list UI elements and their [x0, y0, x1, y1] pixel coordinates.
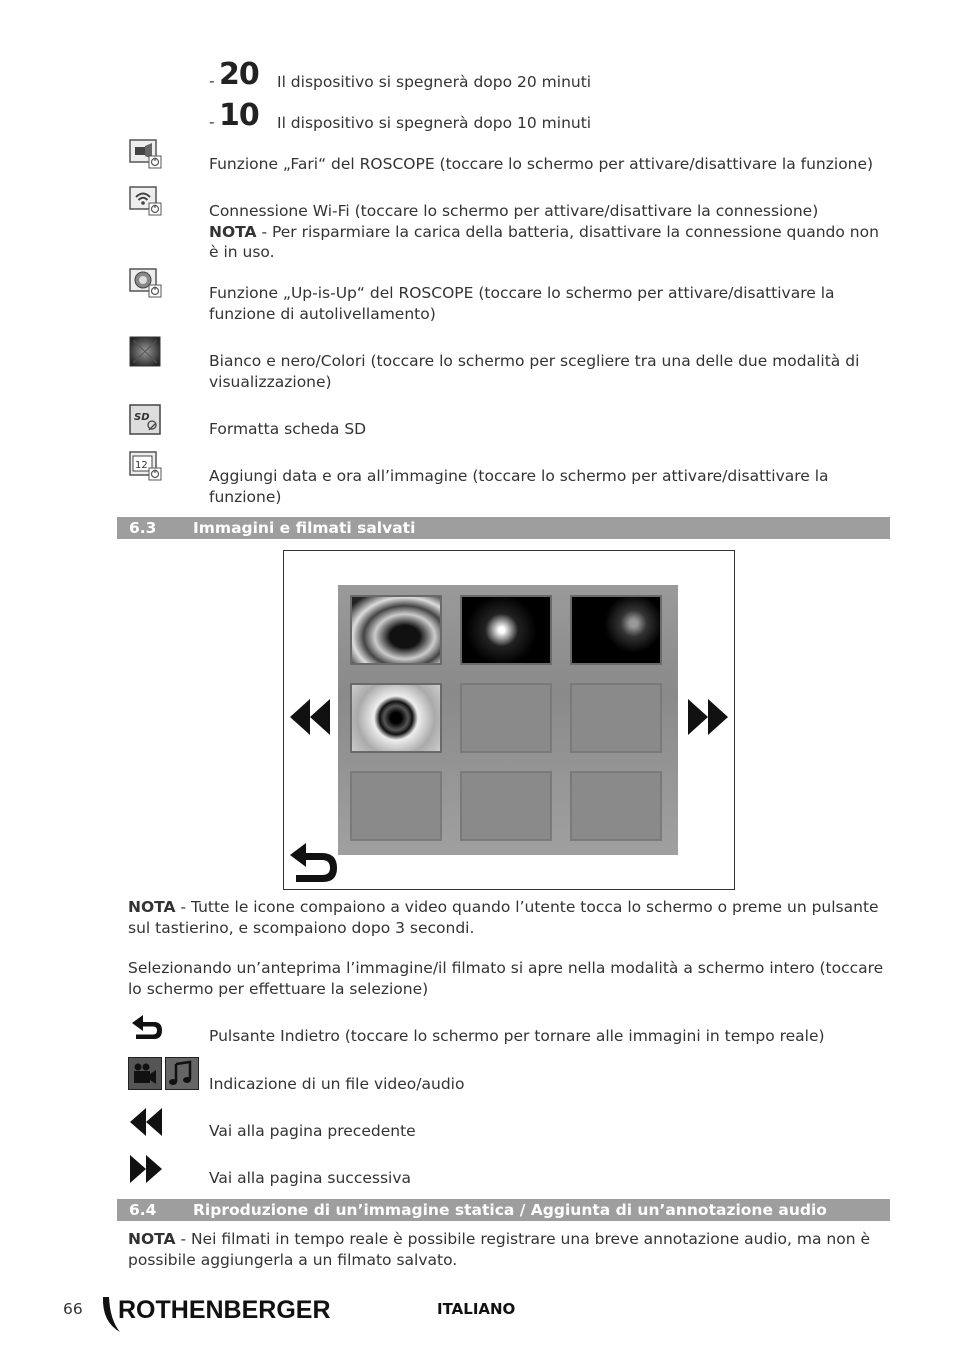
note-text: - Nei filmati in tempo reale è possibile registrare una breve annotazione audio, ma non è possibile aggiungerla a un filmato salvato.: [128, 1230, 871, 1269]
previous-page-icon[interactable]: [288, 697, 332, 737]
thumbnail-grid: [338, 585, 678, 855]
thumbnail-3[interactable]: [570, 595, 662, 665]
thumbnail-4[interactable]: [350, 683, 442, 753]
note-text: - Tutte le icone compaiono a video quando l’utente tocca lo schermo o preme un pulsante sul tastierino, e scompaiono dopo 3 secondi.: [128, 898, 879, 937]
media-indicator-description: Indicazione di un file video/audio: [209, 1075, 465, 1093]
section-title: Immagini e filmati salvati: [193, 519, 416, 537]
section-heading-6-3: [117, 517, 890, 539]
wifi-note: [209, 222, 889, 263]
section-heading-6-4: [117, 1199, 890, 1221]
brand-logo-text: ROTHENBERGER: [118, 1296, 331, 1324]
section-number: 6.3: [129, 519, 157, 537]
date-description: Aggiungi data e ora all’immagine (toccare lo schermo per attivare/disattivare la funzione): [209, 467, 829, 506]
up-is-up-description: Funzione „Up-is-Up“ del ROSCOPE (toccare lo schermo per attivare/disattivare la funzione di autolivellamento): [209, 284, 835, 323]
sd-card-icon: [129, 404, 163, 436]
dash: -: [209, 113, 215, 131]
thumbnail-empty: [460, 683, 552, 753]
thumbnail-1[interactable]: [350, 595, 442, 665]
timer-10-label: Il dispositivo si spegnerà dopo 10 minuti: [277, 114, 592, 132]
dash: -: [209, 72, 215, 90]
timer-10-icon: 10: [219, 98, 259, 133]
section-number: 6.4: [129, 1201, 157, 1219]
note-text: - Per risparmiare la carica della batteria, disattivare la connessione quando non è in uso.: [209, 222, 879, 261]
note-label: NOTA: [128, 898, 176, 916]
page-number: 66: [63, 1300, 83, 1318]
back-arrow-icon: [130, 1013, 164, 1043]
timer-20-label: Il dispositivo si spegnerà dopo 20 minuti: [277, 73, 592, 91]
sd-icon-text: SD: [134, 412, 150, 423]
note-label: NOTA: [209, 222, 257, 241]
format-sd-description: Formatta scheda SD: [209, 420, 367, 438]
previous-page-icon: [129, 1106, 163, 1138]
next-page-description: Vai alla pagina successiva: [209, 1169, 412, 1187]
up-is-up-icon: [129, 268, 163, 300]
audio-file-icon: [165, 1057, 199, 1091]
date-icon-text: 12: [135, 460, 148, 471]
back-arrow-icon[interactable]: [286, 839, 338, 885]
wifi-line: Connessione Wi-Fi (toccare lo schermo per attivare/disattivare la connessione): [209, 202, 819, 220]
calendar-icon: [129, 451, 163, 483]
next-page-icon: [129, 1153, 163, 1185]
lights-description: Funzione „Fari“ del ROSCOPE (toccare lo schermo per attivare/disattivare la funzione): [209, 155, 874, 173]
black-white-icon: [129, 336, 161, 368]
thumbnail-2[interactable]: [460, 595, 552, 665]
wifi-icon: [129, 186, 163, 218]
note-audio-annotation: [128, 1229, 888, 1270]
headlight-icon: [129, 139, 163, 171]
previous-page-description: Vai alla pagina precedente: [209, 1122, 416, 1140]
language-label: ITALIANO: [437, 1300, 516, 1318]
note-icons-visibility: [128, 897, 888, 938]
note-label: NOTA: [128, 1230, 176, 1248]
back-button-description: Pulsante Indietro (toccare lo schermo per tornare alle immagini in tempo reale): [209, 1027, 825, 1045]
section-title: Riproduzione di un’immagine statica / Aggiunta di un’annotazione audio: [193, 1201, 827, 1219]
thumbnail-empty: [570, 771, 662, 841]
next-page-icon[interactable]: [686, 697, 730, 737]
gallery-screenshot: [283, 550, 735, 890]
thumbnail-empty: [570, 683, 662, 753]
selection-paragraph: Selezionando un’anteprima l’immagine/il filmato si apre nella modalità a schermo intero (toccare lo schermo per effettuare la selezione): [128, 959, 884, 998]
black-white-description: Bianco e nero/Colori (toccare lo schermo per scegliere tra una delle due modalità di visualizzazione): [209, 352, 860, 391]
wifi-description: [209, 201, 889, 263]
thumbnail-empty: [350, 771, 442, 841]
thumbnail-empty: [460, 771, 552, 841]
timer-20-icon: 20: [219, 57, 259, 92]
